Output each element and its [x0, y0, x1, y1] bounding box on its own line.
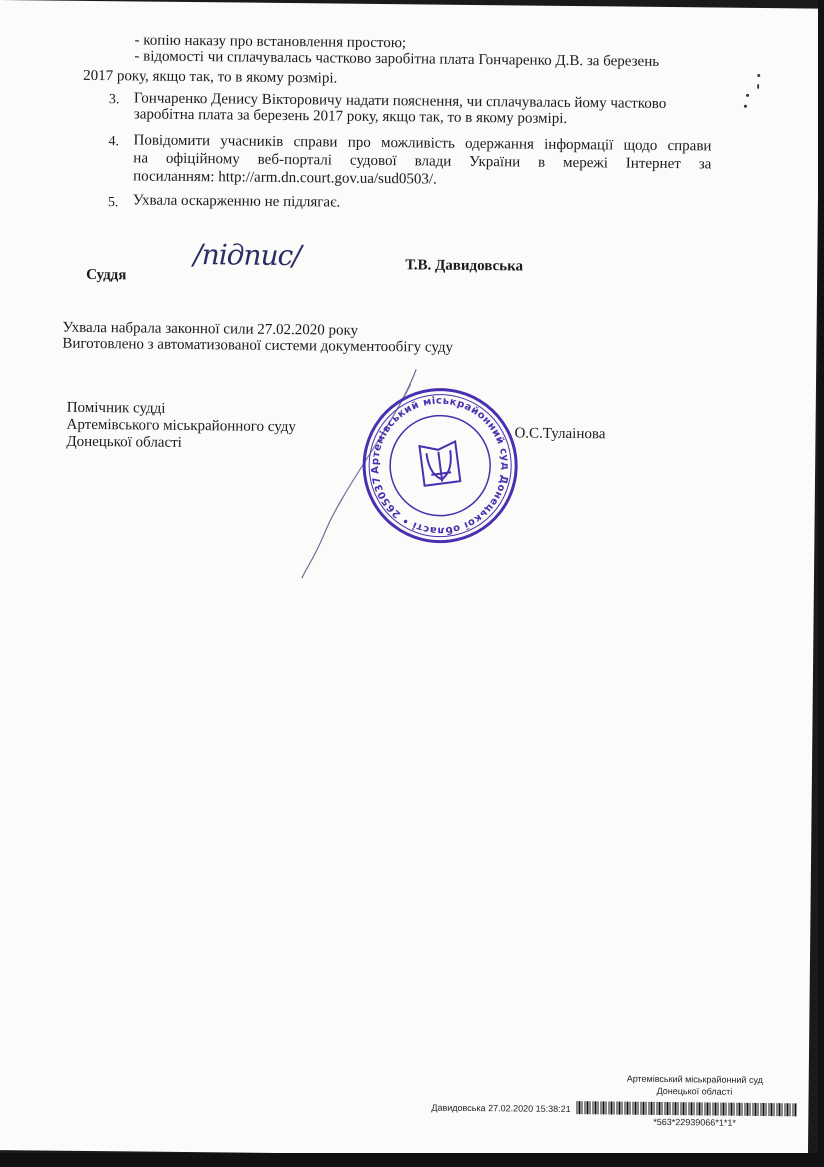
assistant-title: Помічник судді — [66, 399, 166, 417]
item-4-number: 4. — [108, 134, 120, 150]
generated-note: Виготовлено з автоматизованої системи документообігу суду — [62, 335, 454, 356]
bullet-copy-order: - копію наказу про встановлення простою; — [134, 32, 407, 52]
barcode-text: *563*22939066*1*1* — [653, 1116, 736, 1128]
assistant-region: Донецької області — [66, 433, 182, 451]
judge-label: Суддя — [86, 266, 127, 284]
assistant-court: Артемівського міськрайонного суду — [66, 416, 297, 436]
judge-name: Т.В. Давидовська — [405, 257, 524, 275]
bullet-wages-line2: 2017 року, якщо так, то в якому розмірі. — [83, 67, 338, 87]
scan-edge-bottom — [0, 1153, 824, 1167]
footer-court-line1: Артемівський міськрайонний суд — [626, 1073, 763, 1086]
seal-ring-text: Артемівський міськрайонний суд Донецької області • 26503744 — [370, 395, 511, 536]
handwritten-signature: /підпис/ — [193, 238, 301, 273]
court-seal-stamp — [359, 385, 521, 547]
item-4-line3: посиланням: http://arm.dn.court.gov.ua/sud0503/. — [133, 168, 437, 188]
item-4-line1: Повідомити учасників справи про можливість одержання інформації щодо справи — [133, 132, 712, 155]
effective-date-note: Ухвала набрала законної сили 27.02.2020 року — [62, 319, 359, 339]
assistant-name: О.С.Тулаінова — [514, 425, 606, 443]
footer-court-line2: Донецької області — [656, 1085, 733, 1097]
item-5-number: 5. — [107, 195, 119, 211]
barcode — [576, 1101, 796, 1116]
item-4-line2: на офіційному веб-порталі судової влади України в мережі Інтернет за — [133, 150, 712, 173]
item-3-line1: Гончаренко Денису Вікторовичу надати пояснення, чи сплачувалась йому частково — [133, 90, 667, 112]
svg-text:Артемівський міськрайонний суд — [359, 385, 518, 547]
bullet-wages-line1: - відомості чи сплачувалась частково заробітна плата Гончаренко Д.В. за березень — [134, 48, 660, 70]
item-3-line2: заробітна плата за березень 2017 року, якщо так, то в якому розмірі. — [133, 106, 568, 127]
footer-signer-stamp: Давидовська 27.02.2020 15:38:21 — [431, 1102, 571, 1115]
scan-edge-right — [818, 0, 824, 1167]
item-5-text: Ухвала оскарженню не підлягає. — [132, 192, 341, 211]
item-3-number: 3. — [108, 92, 120, 108]
